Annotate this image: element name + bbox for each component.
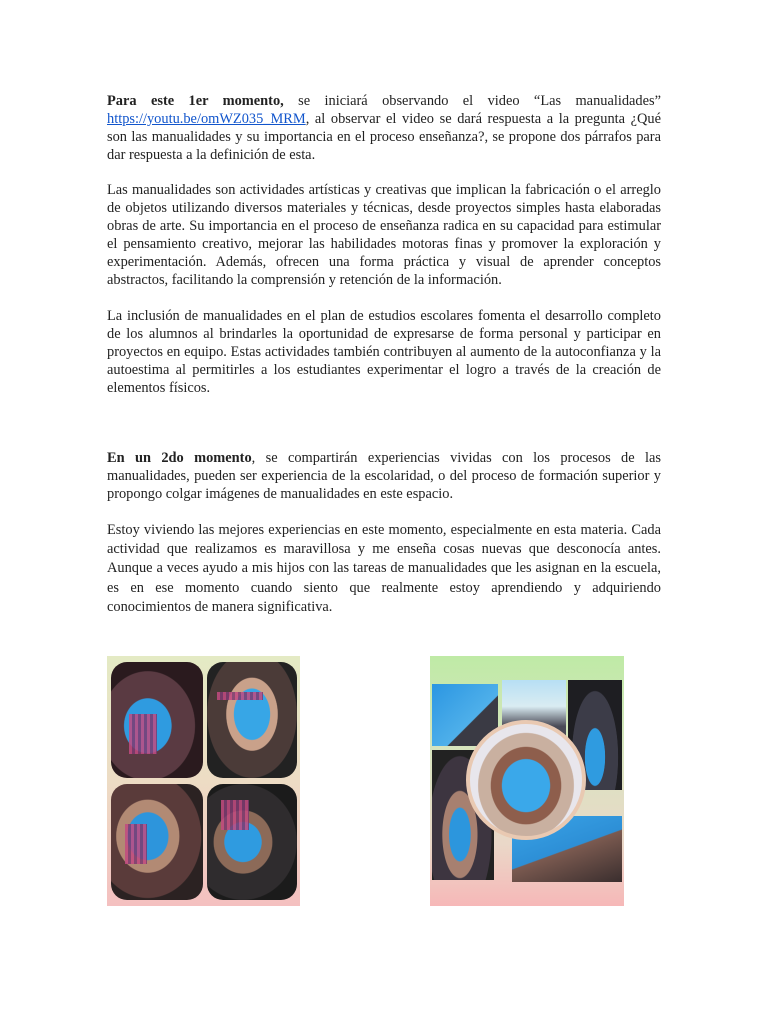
- experience-paragraph: Estoy viviendo las mejores experiencias en este momento, especialmente en esta materia. Cada actividad que realizamos es maravillosa y me enseña cosas nuevas que desconocía antes. Aunque a veces ayudo a mis hijos con las tareas de manualidades que les asignan en la escuela, es en ese momento cuando siento que realmente estoy aprendiendo y adquiriendo conocimientos de manera significativa.: [107, 522, 661, 615]
- craft-photo: [111, 784, 203, 900]
- intro-text-b: , al observar el video se dará respuesta a la pregunta ¿Qué son las manualidades y su importancia en el proceso enseñanza?, se propone dos párrafos para dar respuesta a la definición de esta.: [107, 111, 661, 163]
- definition-paragraph-2: La inclusión de manualidades en el plan de estudios escolares fomenta el desarrollo completo de los alumnos al brindarles la oportunidad de expresarse de forma personal y participar en proyectos en equipo. Estas actividades también contribuyen al aumento de la autoconfianza y la autoestima al permitirles a los estudiantes experimentar el logro a través de la creación de elementos físicos.: [107, 308, 661, 396]
- second-moment-paragraph: [107, 449, 661, 503]
- intro-bold-heading: Para este 1er momento,: [107, 93, 284, 109]
- crafts-photo-collage-left: [107, 656, 300, 906]
- intro-paragraph: [107, 92, 661, 164]
- craft-photo: [207, 662, 297, 778]
- craft-photo-circle: [466, 720, 586, 840]
- craft-photo: [111, 662, 203, 778]
- craft-photo: [207, 784, 297, 900]
- crafts-photo-collage-right: [430, 656, 624, 906]
- second-text: , se compartirán experiencias vividas con los procesos de las manualidades, pueden ser experiencia de la escolaridad, o del proceso de formación superior y propongo colgar imágenes de manualidades en este espacio.: [107, 450, 661, 502]
- intro-text-a: se iniciará observando el video “Las manualidades”: [283, 93, 661, 109]
- second-bold-heading: En un 2do momento: [107, 450, 252, 466]
- video-link[interactable]: https://youtu.be/omWZ035_MRM: [107, 111, 306, 127]
- definition-paragraph-1: Las manualidades son actividades artísticas y creativas que implican la fabricación o el arreglo de objetos utilizando diversos materiales y técnicas, desde proyectos simples hasta elaboradas obras de arte. Su importancia en el proceso de enseñanza radica en su capacidad para estimular el pensamiento creativo, mejorar las habilidades motoras finas y promover la exploración y experimentación. Además, ofrecen una forma práctica y visual de aprender conceptos abstractos, facilitando la comprensión y retención de la información.: [107, 182, 661, 288]
